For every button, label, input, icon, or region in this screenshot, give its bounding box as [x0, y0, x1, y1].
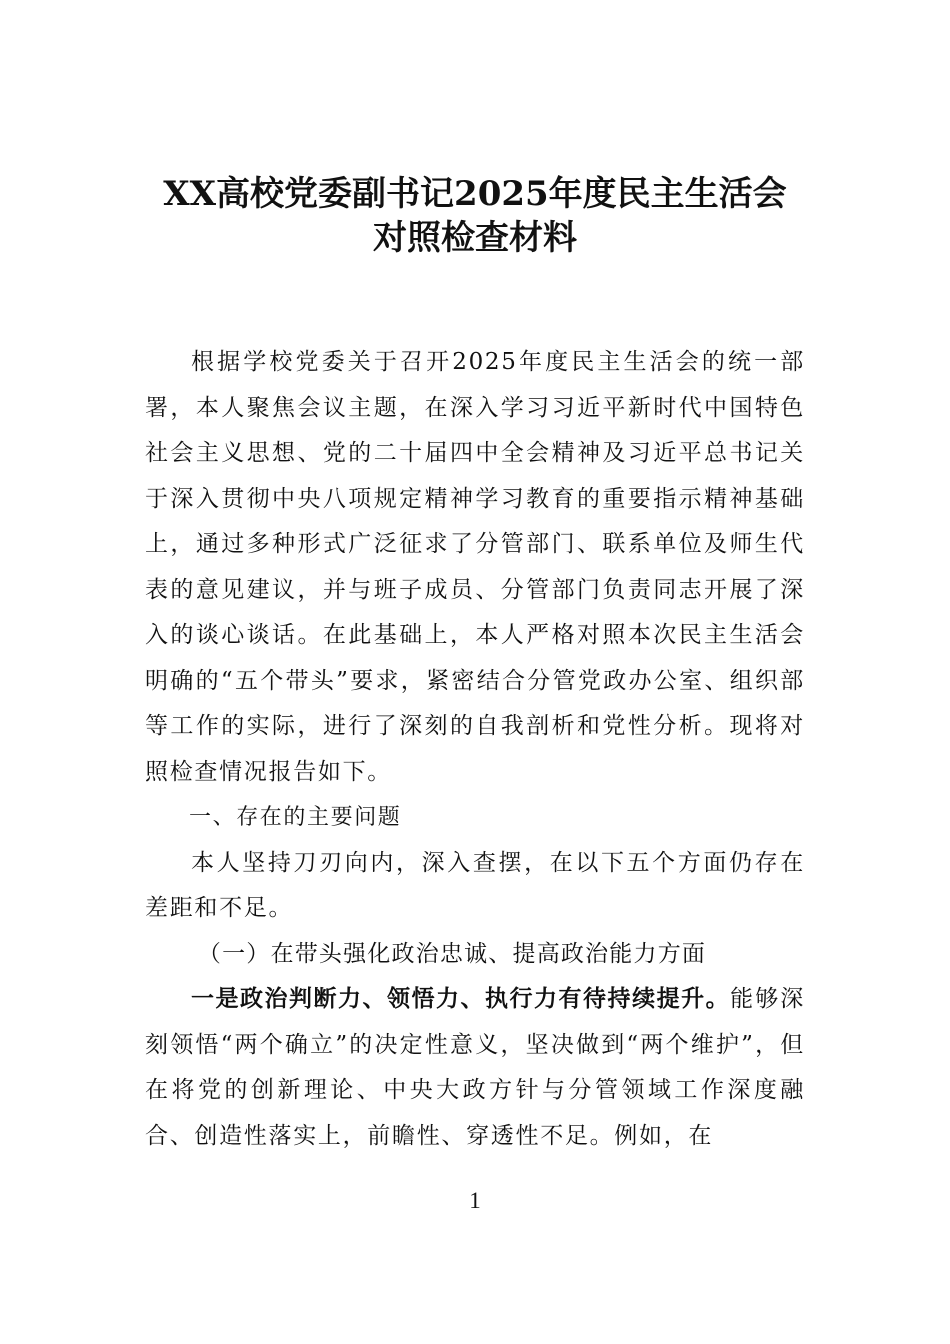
- point-one-text: 能够深刻领悟“两个确立”的决定性意义，坚决做到“两个维护”，但在将党的创新理论、中央大政方针与分管领域工作深度融合、创造性落实上，前瞻性、穿透性不足。例如，在: [145, 986, 806, 1149]
- page-number: 1: [469, 1188, 481, 1213]
- subsection-heading-political-loyalty: （一）在带头强化政治忠诚、提高政治能力方面: [197, 940, 707, 967]
- document-title-line-1: XX高校党委副书记2025年度民主生活会: [163, 174, 787, 214]
- point-one-lead: 一是政治判断力、领悟力、执行力有待持续提升。: [191, 986, 731, 1012]
- document-title-line-2: 对照检查材料: [373, 218, 577, 258]
- section-intro-paragraph: 本人坚持刀刃向内，深入查摆，在以下五个方面仍存在差距和不足。: [145, 849, 805, 921]
- point-one-paragraph: [145, 977, 805, 1159]
- document-body: [145, 340, 805, 1159]
- intro-paragraph: 根据学校党委关于召开2025年度民主生活会的统一部署，本人聚焦会议主题，在深入学习习近平新时代中国特色社会主义思想、党的二十届四中全会精神及习近平总书记关于深入贯彻中央八项规定精神学习教育的重要指示精神基础上，通过多种形式广泛征求了分管部门、联系单位及师生代表的意见建议，并与班子成员、分管部门负责同志开展了深入的谈心谈话。在此基础上，本人严格对照本次民主生活会明确的“五个带头”要求，紧密结合分管党政办公室、组织部等工作的实际，进行了深刻的自我剖析和党性分析。现将对照检查情况报告如下。: [145, 349, 805, 785]
- section-heading-problems: 一、存在的主要问题: [189, 805, 402, 830]
